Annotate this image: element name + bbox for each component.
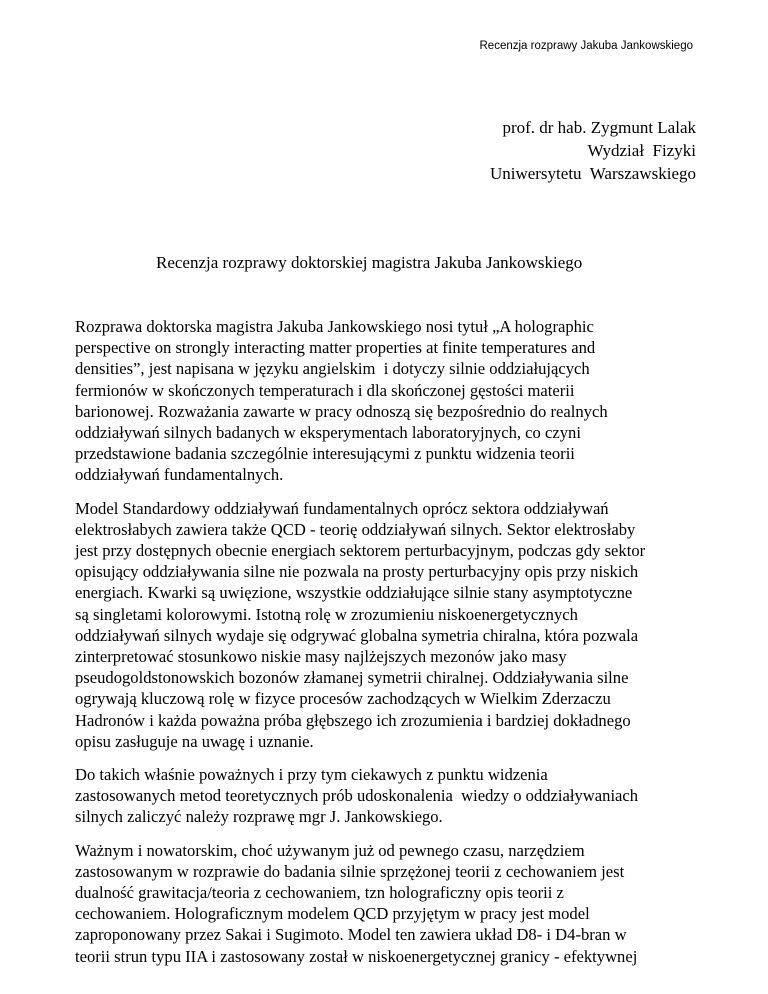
text-line: ogrywają kluczową rolę w fizyce procesów zachodzących w Wielkim Zderzaczu: [75, 689, 611, 709]
text-line: Do takich właśnie poważnych i przy tym ciekawych z punktu widzenia: [75, 765, 548, 785]
text-line: oddziaływań fundamentalnych.: [75, 465, 284, 485]
text-line: zaproponowany przez Sakai i Sugimoto. Model ten zawiera układ D8- i D4-bran w: [75, 925, 627, 945]
text-line: Model Standardowy oddziaływań fundamentalnych oprócz sektora oddziaływań: [75, 498, 609, 518]
text-line: zastosowanym w rozprawie do badania silnie sprzężonej teorii z cechowaniem jest: [75, 861, 625, 881]
paragraph-2: [75, 498, 705, 752]
document-title: Recenzja rozprawy doktorskiej magistra Jakuba Jankowskiego: [156, 253, 583, 272]
author-university: Uniwersytetu Warszawskiego: [489, 164, 696, 183]
text-line: Ważnym i nowatorskim, choć używanym już od pewnego czasu, narzędziem: [75, 840, 585, 860]
text-line: densities”, jest napisana w języku angielskim i dotyczy silnie oddziałujących: [75, 359, 590, 379]
text-line: Hadronów i każda poważna próba głębszego ich zrozumienia i bardziej dokładnego: [75, 710, 631, 730]
text-line: barionowej. Rozważania zawarte w pracy odnoszą się bezpośrednio do realnych: [75, 401, 608, 421]
text-line: cechowaniem. Holograficznym modelem QCD przyjętym w pracy jest model: [75, 904, 590, 924]
author-block: [490, 116, 696, 185]
running-header: Recenzja rozprawy Jakuba Jankowskiego: [479, 40, 693, 52]
text-line: oddziaływań silnych badanych w eksperymentach laboratoryjnych, co czyni: [75, 423, 581, 443]
text-line: są singletami kolorowymi. Istotną rolę w zrozumieniu niskoenergetycznych: [75, 604, 578, 624]
text-line: oddziaływań silnych wydaje się odgrywać globalna symetria chiralna, która pozwala: [75, 625, 639, 645]
paragraph-4: [75, 840, 705, 967]
paragraph-1: [75, 316, 705, 486]
text-line: przedstawione badania szczególnie interesującymi z punktu widzenia teorii: [75, 444, 575, 464]
text-line: opisujący oddziaływania silne nie pozwala na prosty perturbacyjny opis przy niskich: [75, 562, 639, 582]
text-line: opisu zasługuje na uwagę i uznanie.: [75, 731, 314, 751]
text-line: dualność grawitacja/teoria z cechowaniem, tzn holograficzny opis teorii z: [75, 883, 564, 903]
text-line: elektrosłabych zawiera także QCD - teorię oddziaływań silnych. Sektor elektrosłaby: [75, 519, 636, 539]
body-text: [75, 316, 705, 979]
author-name: prof. dr hab. Zygmunt Lalak: [502, 118, 696, 137]
text-line: zinterpretować stosunkowo niskie masy najlżejszych mezonów jako masy: [75, 647, 567, 667]
text-line: perspective on strongly interacting matter properties at finite temperatures and: [75, 338, 596, 358]
text-line: silnych zaliczyć należy rozprawę mgr J. Jankowskiego.: [75, 807, 443, 827]
paragraph-3: [75, 764, 705, 828]
author-department: Wydział Fizyki: [587, 141, 696, 160]
text-line: zastosowanych metod teoretycznych prób udoskonalenia wiedzy o oddziaływaniach: [75, 786, 639, 806]
text-line: teorii strun typu IIA i zastosowany został w niskoenergetycznej granicy - efektywnej: [75, 946, 638, 966]
text-line: Rozprawa doktorska magistra Jakuba Jankowskiego nosi tytuł „A holographic: [75, 317, 594, 336]
text-line: fermionów w skończonych temperaturach i dla skończonej gęstości materii: [75, 380, 575, 400]
text-line: jest przy dostępnych obecnie energiach sektorem perturbacyjnym, podczas gdy sektor: [75, 541, 646, 561]
text-line: energiach. Kwarki są uwięzione, wszystkie oddziałujące silnie stany asymptotyczne: [75, 583, 633, 603]
text-line: pseudogoldstonowskich bozonów złamanej symetrii chiralnej. Oddziaływania silne: [75, 668, 629, 688]
